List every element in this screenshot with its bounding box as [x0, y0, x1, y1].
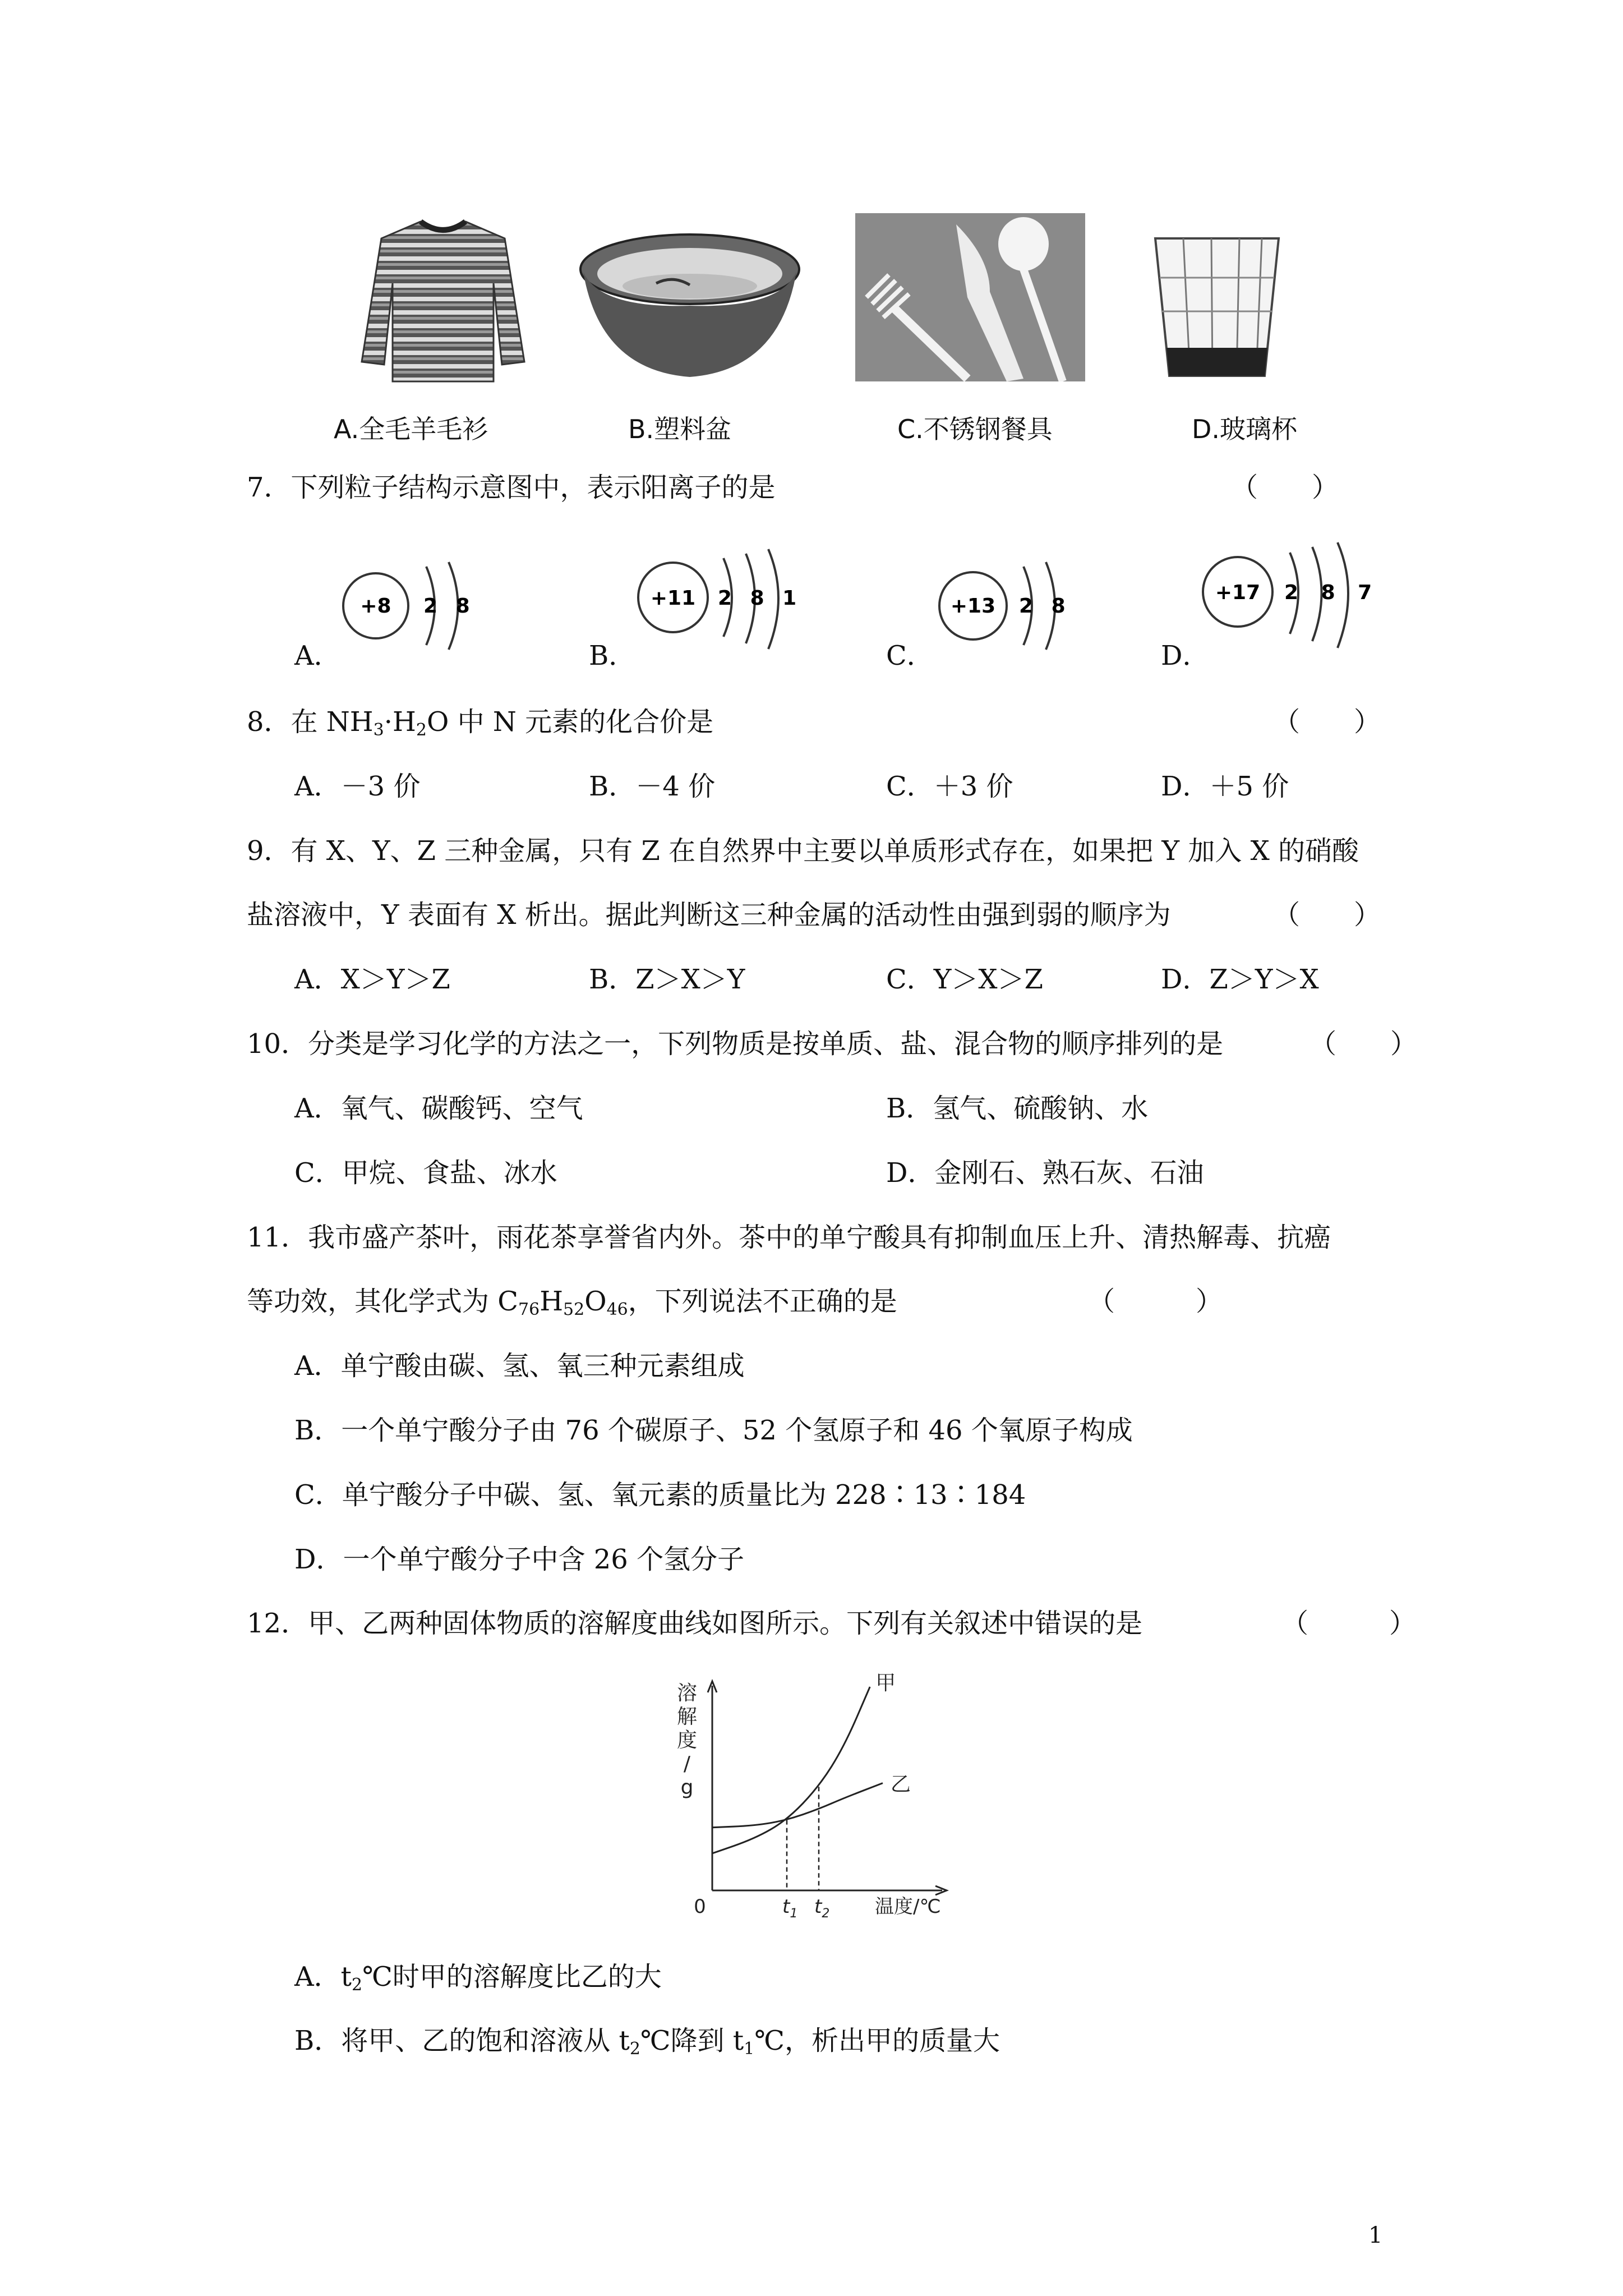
- q12-answer-blank: （ ）: [1281, 1608, 1417, 1639]
- q7-atom-a-nucleus: +8: [360, 595, 391, 618]
- q10-option-d: D．金刚石、熟石灰、石油: [886, 1157, 1204, 1189]
- q12-option-b: B．将甲、乙的饱和溶液从 $t_2℃$降到 $t_1℃$，析出甲的质量大: [294, 2025, 1000, 2059]
- q7-atom-a-shells: 2 8: [423, 595, 476, 618]
- q10-answer-blank: （ ）: [1310, 1028, 1418, 1060]
- basin-picture: [578, 230, 802, 381]
- material-label-d: D.玻璃杯: [1192, 414, 1298, 444]
- q10-option-c: C．甲烷、食盐、冰水: [294, 1157, 557, 1189]
- q7-atom-c-nucleus: +13: [950, 595, 996, 618]
- q7-stem: 7．下列粒子结构示意图中，表示阳离子的是: [247, 472, 776, 503]
- q9-option-c: C．Y＞X＞Z: [886, 964, 1043, 995]
- chart-tick-label-t1: $t_1$: [782, 1895, 798, 1921]
- chart-y-label-char: /: [683, 1752, 691, 1775]
- q8-option-a: A．－3 价: [294, 771, 421, 802]
- q11-option-a: A．单宁酸由碳、氢、氧三种元素组成: [294, 1350, 745, 1382]
- q7-option-c-letter: C．: [886, 640, 934, 671]
- q8-option-c: C．＋3 价: [886, 771, 1013, 802]
- chart-tick-label-t2: $t_2$: [814, 1895, 830, 1921]
- material-label-b: B.塑料盆: [628, 414, 732, 444]
- chart-y-label: [677, 1682, 697, 1799]
- q11-answer-blank: （ ）: [1088, 1286, 1223, 1317]
- q9-option-a: A．X＞Y＞Z: [294, 964, 450, 995]
- q10-option-b: B．氢气、硫酸钠、水: [886, 1093, 1149, 1124]
- plastic-basin-icon: [578, 230, 802, 381]
- material-label-a: A.全毛羊毛衫: [334, 414, 488, 444]
- sweater-picture: [359, 216, 527, 384]
- q9-option-d: D．Z＞Y＞X: [1161, 964, 1319, 995]
- q7-atom-a: [339, 550, 485, 662]
- q11-option-d: D．一个单宁酸分子中含 26 个氢分子: [294, 1544, 745, 1575]
- glass-picture: [1150, 233, 1284, 381]
- q7-atom-d-nucleus: +17: [1215, 581, 1261, 604]
- q12-option-a: A．$t_2℃$时甲的溶解度比乙的大: [294, 1961, 662, 1995]
- q9-stem-line2: 盐溶液中，Y 表面有 X 析出。据此判断这三种金属的活动性由强到弱的顺序为: [247, 899, 1171, 931]
- page-number: 1: [1368, 2223, 1383, 2248]
- q11-stem-line2: 等功效，其化学式为 $C_{76}H_{52}O_{46}$，下列说法不正确的是: [247, 1286, 897, 1319]
- q7-answer-blank: （ ）: [1231, 472, 1339, 503]
- q7-atom-c: [934, 550, 1085, 662]
- q9-option-b: B．Z＞X＞Y: [589, 964, 745, 995]
- solubility-chart: [656, 1669, 970, 1927]
- q7-atom-b-nucleus: +11: [650, 587, 696, 610]
- chart-curve-yi: [712, 1783, 883, 1828]
- q8-answer-blank: （ ）: [1273, 706, 1381, 738]
- q7-option-a-letter: A．: [294, 640, 341, 671]
- material-label-c: C.不锈钢餐具: [897, 414, 1053, 444]
- q10-stem: 10．分类是学习化学的方法之一，下列物质是按单质、盐、混合物的顺序排列的是: [247, 1028, 1224, 1060]
- q7-atom-b: [634, 541, 819, 662]
- q8-option-b: B．－4 价: [589, 771, 716, 802]
- q11-option-c: C．单宁酸分子中碳、氢、氧元素的质量比为 228∶13∶184: [294, 1479, 1026, 1511]
- q8-option-d: D．＋5 价: [1161, 771, 1289, 802]
- chart-series-label-jia: 甲: [875, 1672, 896, 1695]
- chart-series-label-yi: 乙: [891, 1773, 911, 1796]
- chart-y-label-char: 度: [676, 1729, 698, 1752]
- q11-option-b: B．一个单宁酸分子由 76 个碳原子、52 个氢原子和 46 个氧原子构成: [294, 1415, 1133, 1446]
- sweater-icon: [359, 216, 527, 384]
- glass-cup-icon: [1150, 233, 1284, 381]
- chart-y-label-char: 溶: [676, 1682, 698, 1705]
- q7-atom-c-shells: 2 8: [1019, 595, 1071, 618]
- cutlery-icon: [855, 213, 1085, 381]
- q9-stem-line1: 9．有 X、Y、Z 三种金属，只有 Z 在自然界中主要以单质形式存在，如果把 Y 加入 X 的硝酸: [247, 835, 1359, 867]
- chart-curve-jia: [712, 1687, 870, 1853]
- q7-atom-d: [1197, 536, 1394, 662]
- q11-stem-line1: 11．我市盛产茶叶，雨花茶享誉省内外。茶中的单宁酸具有抑制血压上升、清热解毒、抗癌: [247, 1222, 1331, 1253]
- q7-option-b-letter: B．: [589, 640, 636, 671]
- q12-stem: 12．甲、乙两种固体物质的溶解度曲线如图所示。下列有关叙述中错误的是: [247, 1608, 1143, 1639]
- q9-answer-blank: （ ）: [1273, 899, 1381, 931]
- chart-y-label-char: 解: [676, 1705, 698, 1728]
- q7-atom-b-shells: 2 8 1: [718, 587, 803, 610]
- chart-x-label: 温度/℃: [875, 1895, 941, 1918]
- chart-origin-label: 0: [694, 1895, 706, 1918]
- q7-option-d-letter: D．: [1161, 640, 1210, 671]
- cutlery-picture: [855, 213, 1085, 381]
- q7-atom-d-shells: 2 8 7: [1284, 581, 1380, 604]
- q8-stem: 8．在 $NH_3\cdot H_2O$ 中 N 元素的化合价是: [247, 706, 714, 740]
- q10-option-a: A．氧气、碳酸钙、空气: [294, 1093, 583, 1124]
- chart-y-label-char: g: [680, 1776, 694, 1799]
